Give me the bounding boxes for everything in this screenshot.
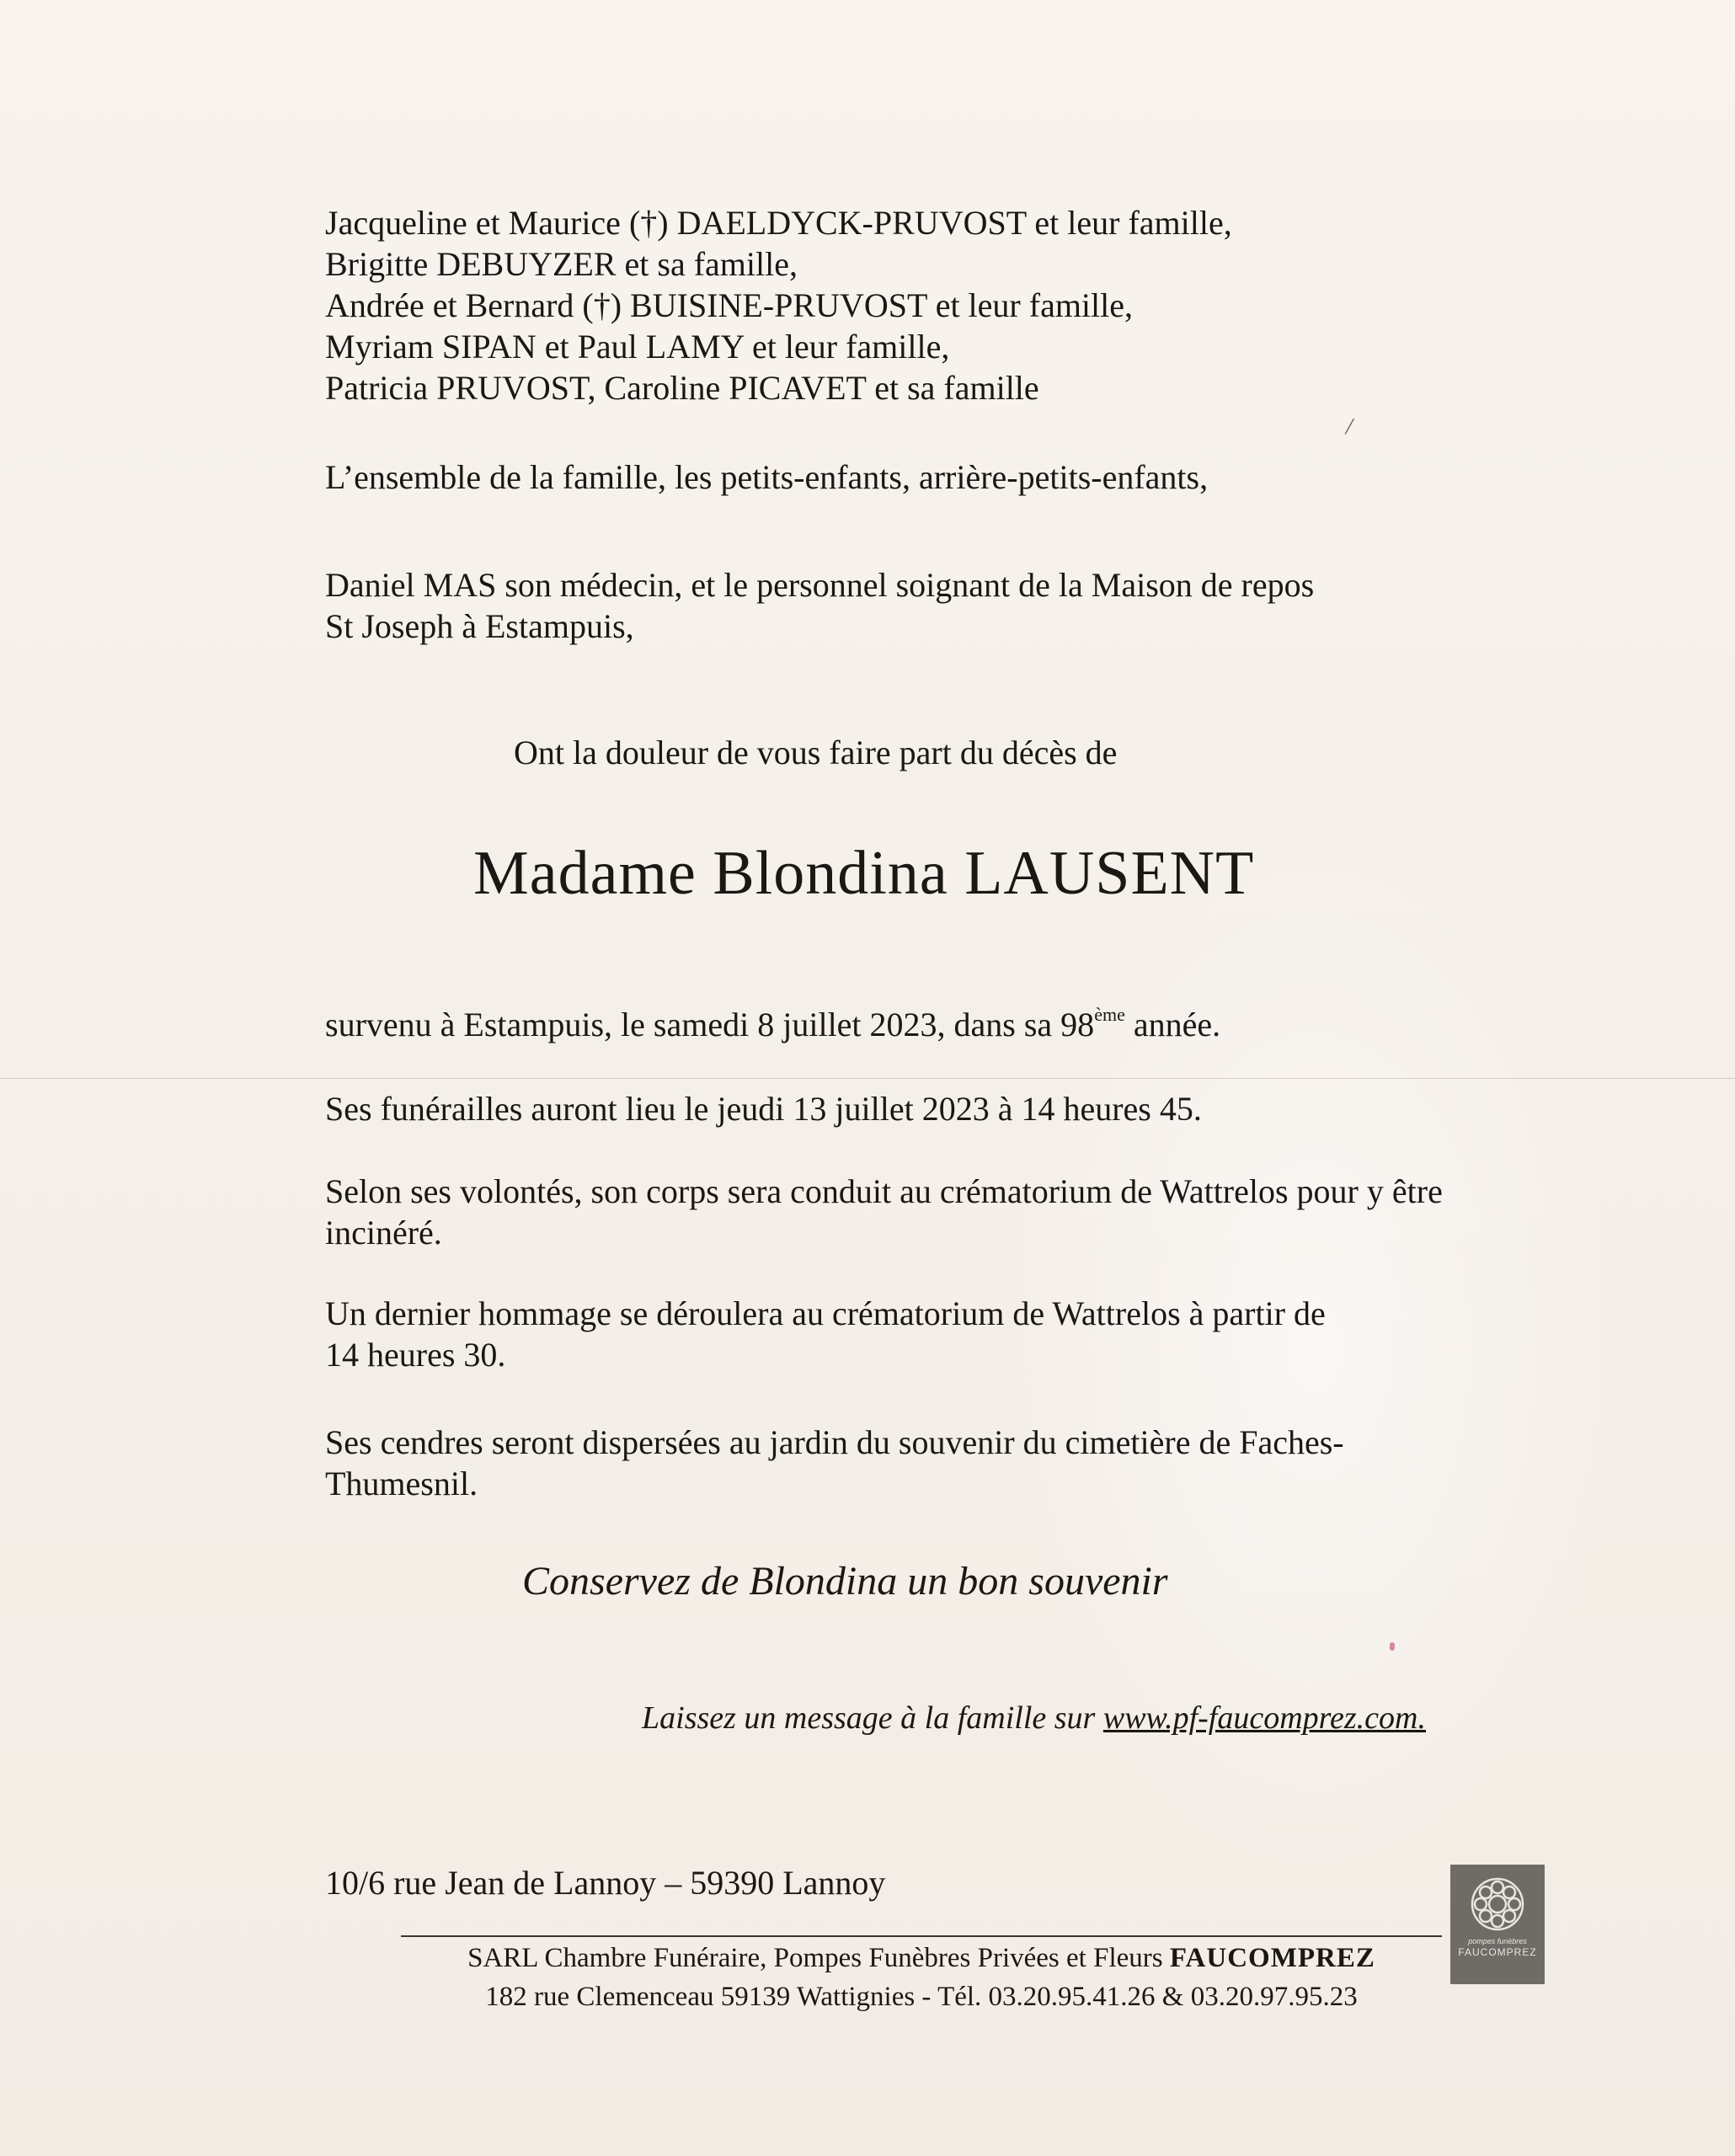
extended-family-line: L’ensemble de la famille, les petits-enfants, arrière-petits-enfants, [325,458,1209,496]
message-text: Laissez un message à la famille sur [642,1700,1103,1736]
footer-brand: FAUCOMPREZ [1169,1943,1375,1973]
cremation-line: incinéré. [325,1214,442,1251]
death-line [325,1004,1220,1045]
website-link[interactable]: www.pf-faucomprez.com. [1102,1700,1426,1736]
logo-brand: FAUCOMPREZ [1458,1946,1537,1958]
footer-company-line [401,1939,1442,1977]
caregivers-line: Daniel MAS son médecin, et le personnel soignant de la Maison de repos [325,566,1315,604]
funeral-details [325,1088,1202,1129]
caregivers-line: St Joseph à Estampuis, [325,607,634,645]
ordinal-suffix: ème [1094,1004,1125,1025]
family-line: Jacqueline et Maurice (†) DAELDYCK-PRUVOST et leur famille, [325,204,1232,242]
funeral-line: Ses funérailles auront lieu le jeudi 13 juillet 2023 à 14 heures 45. [325,1090,1202,1128]
ashes-details [325,1422,1344,1504]
death-suffix: année. [1124,1006,1221,1043]
death-details [325,1004,1220,1045]
family-line: Brigitte DEBUYZER et sa famille, [325,245,798,283]
tribute-line: Un dernier hommage se déroulera au crématorium de Wattrelos à partir de [325,1294,1326,1332]
rosette-icon [1468,1875,1527,1934]
pen-mark: / [1343,412,1356,441]
ashes-line: Thumesnil. [325,1465,478,1502]
announcement-intro: Ont la douleur de vous faire part du décès de [514,734,1118,771]
fold-line [0,1078,1735,1079]
footer-divider [401,1935,1442,1937]
family-line: Myriam SIPAN et Paul LAMY et leur famille, [325,328,950,366]
funeral-home-footer [401,1939,1442,2016]
ashes-line: Ses cendres seront dispersées au jardin du souvenir du cimetière de Faches- [325,1423,1344,1461]
local-address: 10/6 rue Jean de Lannoy – 59390 Lannoy [325,1864,886,1902]
closing-phrase: Conservez de Blondina un bon souvenir [522,1559,1168,1604]
caregivers [325,564,1314,647]
ink-dot [1390,1642,1395,1651]
family-list [325,202,1232,408]
funeral-home-logo [1450,1865,1545,1984]
guestbook-message [642,1700,1426,1737]
death-prefix: survenu à Estampuis, le samedi 8 juillet 2023, dans sa 98 [325,1006,1095,1043]
family-line: Andrée et Bernard (†) BUISINE-PRUVOST et leur famille, [325,286,1134,324]
cremation-line: Selon ses volontés, son corps sera conduit au crématorium de Wattrelos pour y être [325,1172,1443,1210]
family-line: Patricia PRUVOST, Caroline PICAVET et sa famille [325,369,1039,407]
footer-company: SARL Chambre Funéraire, Pompes Funèbres Privées et Fleurs [467,1943,1170,1973]
extended-family [325,456,1208,498]
tribute-details [325,1293,1326,1375]
footer-contact-line: 182 rue Clemenceau 59139 Wattignies - Tél. 03.20.95.41.26 & 03.20.97.95.23 [485,1982,1358,2012]
deceased-name: Madame Blondina LAUSENT [473,839,1255,908]
cremation-details [325,1171,1443,1253]
tribute-line: 14 heures 30. [325,1336,506,1374]
logo-subtitle: pompes funèbres [1468,1937,1527,1945]
